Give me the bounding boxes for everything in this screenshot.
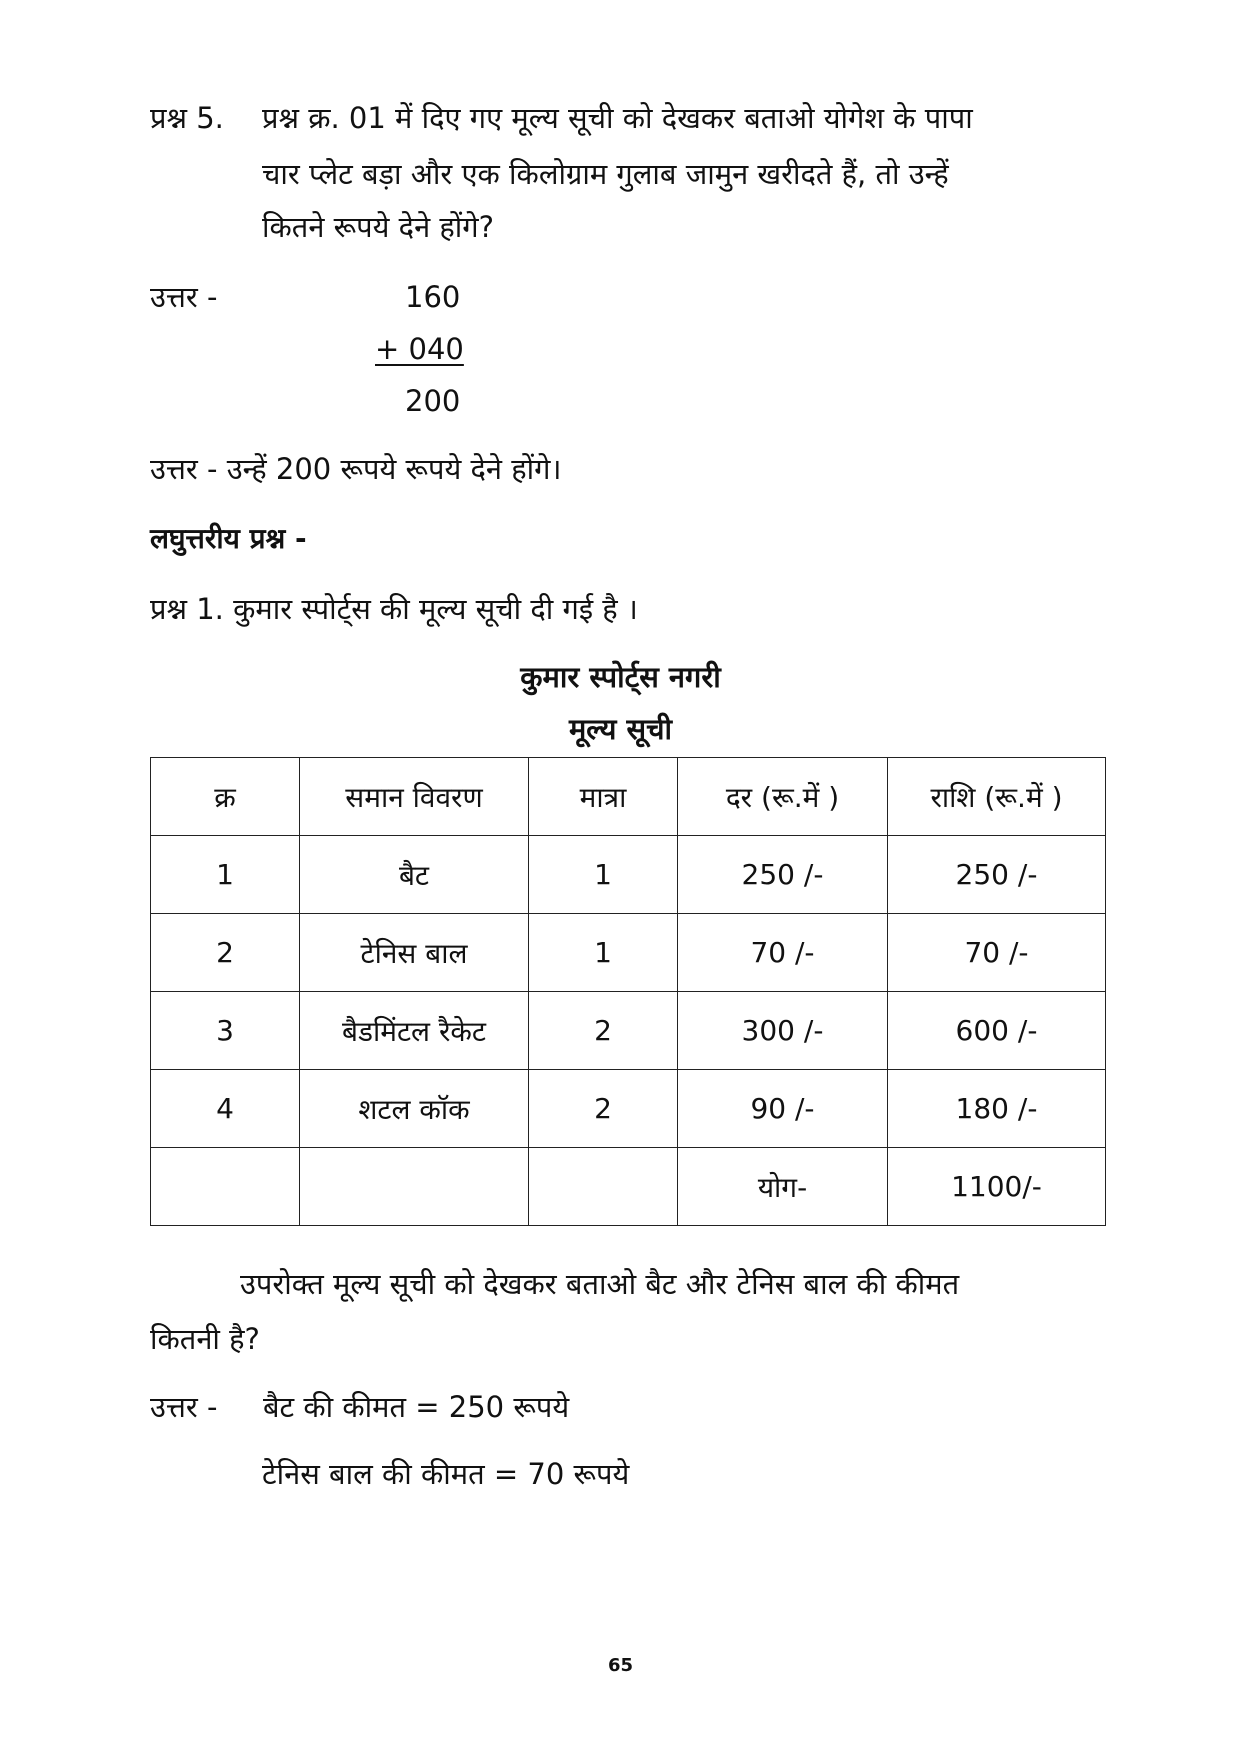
cell-serial: 4	[151, 1070, 300, 1148]
cell-rate: 90 /-	[678, 1070, 888, 1148]
cell-quantity: 1	[529, 836, 678, 914]
total-label: योग-	[678, 1148, 888, 1226]
final-answer-line-1: बैट की कीमत = 250 रूपये	[263, 1390, 570, 1424]
question-5-line-3: कितने रूपये देने होंगे?	[262, 210, 495, 244]
cell-serial: 1	[151, 836, 300, 914]
question-5-line-2: चार प्लेट बड़ा और एक किलोग्राम गुलाब जामुन खरीदते हैं, तो उन्हें	[262, 157, 949, 191]
question-5-line-1: प्रश्न क्र. 01 में दिए गए मूल्य सूची को देखकर बताओ योगेश के पापा	[262, 101, 973, 135]
sum-answer-label: उत्तर -	[150, 280, 218, 314]
followup-question-line-1: उपरोक्त मूल्य सूची को देखकर बताओ बैट और टेनिस बाल की कीमत	[240, 1267, 960, 1301]
table-row	[151, 1070, 1106, 1148]
header-rate: दर (रू.में )	[678, 758, 888, 836]
cell-item: बैट	[300, 836, 529, 914]
table-subtitle: मूल्य सूची	[568, 712, 673, 746]
cell-item: बैडमिंटल रैकेट	[300, 992, 529, 1070]
header-quantity: मात्रा	[529, 758, 678, 836]
cell-quantity: 2	[529, 992, 678, 1070]
cell-amount: 180 /-	[888, 1070, 1106, 1148]
cell-rate: 250 /-	[678, 836, 888, 914]
header-item: समान विवरण	[300, 758, 529, 836]
cell-rate: 300 /-	[678, 992, 888, 1070]
table-row	[151, 992, 1106, 1070]
cell-item: शटल कॉक	[300, 1070, 529, 1148]
table-title: कुमार स्पोर्ट्स नगरी	[520, 660, 721, 694]
cell-rate: 70 /-	[678, 914, 888, 992]
cell-serial: 2	[151, 914, 300, 992]
cell-empty	[300, 1148, 529, 1226]
header-amount: राशि (रू.में )	[888, 758, 1106, 836]
cell-empty	[151, 1148, 300, 1226]
question-5-label: प्रश्न 5.	[150, 101, 224, 135]
cell-amount: 600 /-	[888, 992, 1106, 1070]
price-list-table	[150, 757, 1106, 1226]
table-header-row	[151, 758, 1106, 836]
total-value: 1100/-	[888, 1148, 1106, 1226]
section-heading: लघुत्तरीय प्रश्न -	[150, 522, 307, 555]
final-answer-label: उत्तर -	[150, 1390, 218, 1424]
answer-5: उत्तर - उन्हें 200 रूपये रूपये देने होंगे।	[150, 452, 562, 486]
sum-result: 200	[405, 384, 461, 418]
cell-quantity: 2	[529, 1070, 678, 1148]
cell-quantity: 1	[529, 914, 678, 992]
cell-item: टेनिस बाल	[300, 914, 529, 992]
cell-amount: 70 /-	[888, 914, 1106, 992]
page-number: 65	[607, 1655, 634, 1676]
table-row	[151, 836, 1106, 914]
question-1: प्रश्न 1. कुमार स्पोर्ट्स की मूल्य सूची दी गई है ।	[150, 592, 638, 626]
table-total-row	[151, 1148, 1106, 1226]
cell-amount: 250 /-	[888, 836, 1106, 914]
cell-empty	[529, 1148, 678, 1226]
sum-operand-2: + 040	[375, 332, 464, 366]
header-serial: क्र	[151, 758, 300, 836]
table-row	[151, 914, 1106, 992]
sum-operand-1: 160	[405, 280, 461, 314]
followup-question-line-2: कितनी है?	[150, 1322, 260, 1356]
cell-serial: 3	[151, 992, 300, 1070]
final-answer-line-2: टेनिस बाल की कीमत = 70 रूपये	[262, 1457, 630, 1491]
